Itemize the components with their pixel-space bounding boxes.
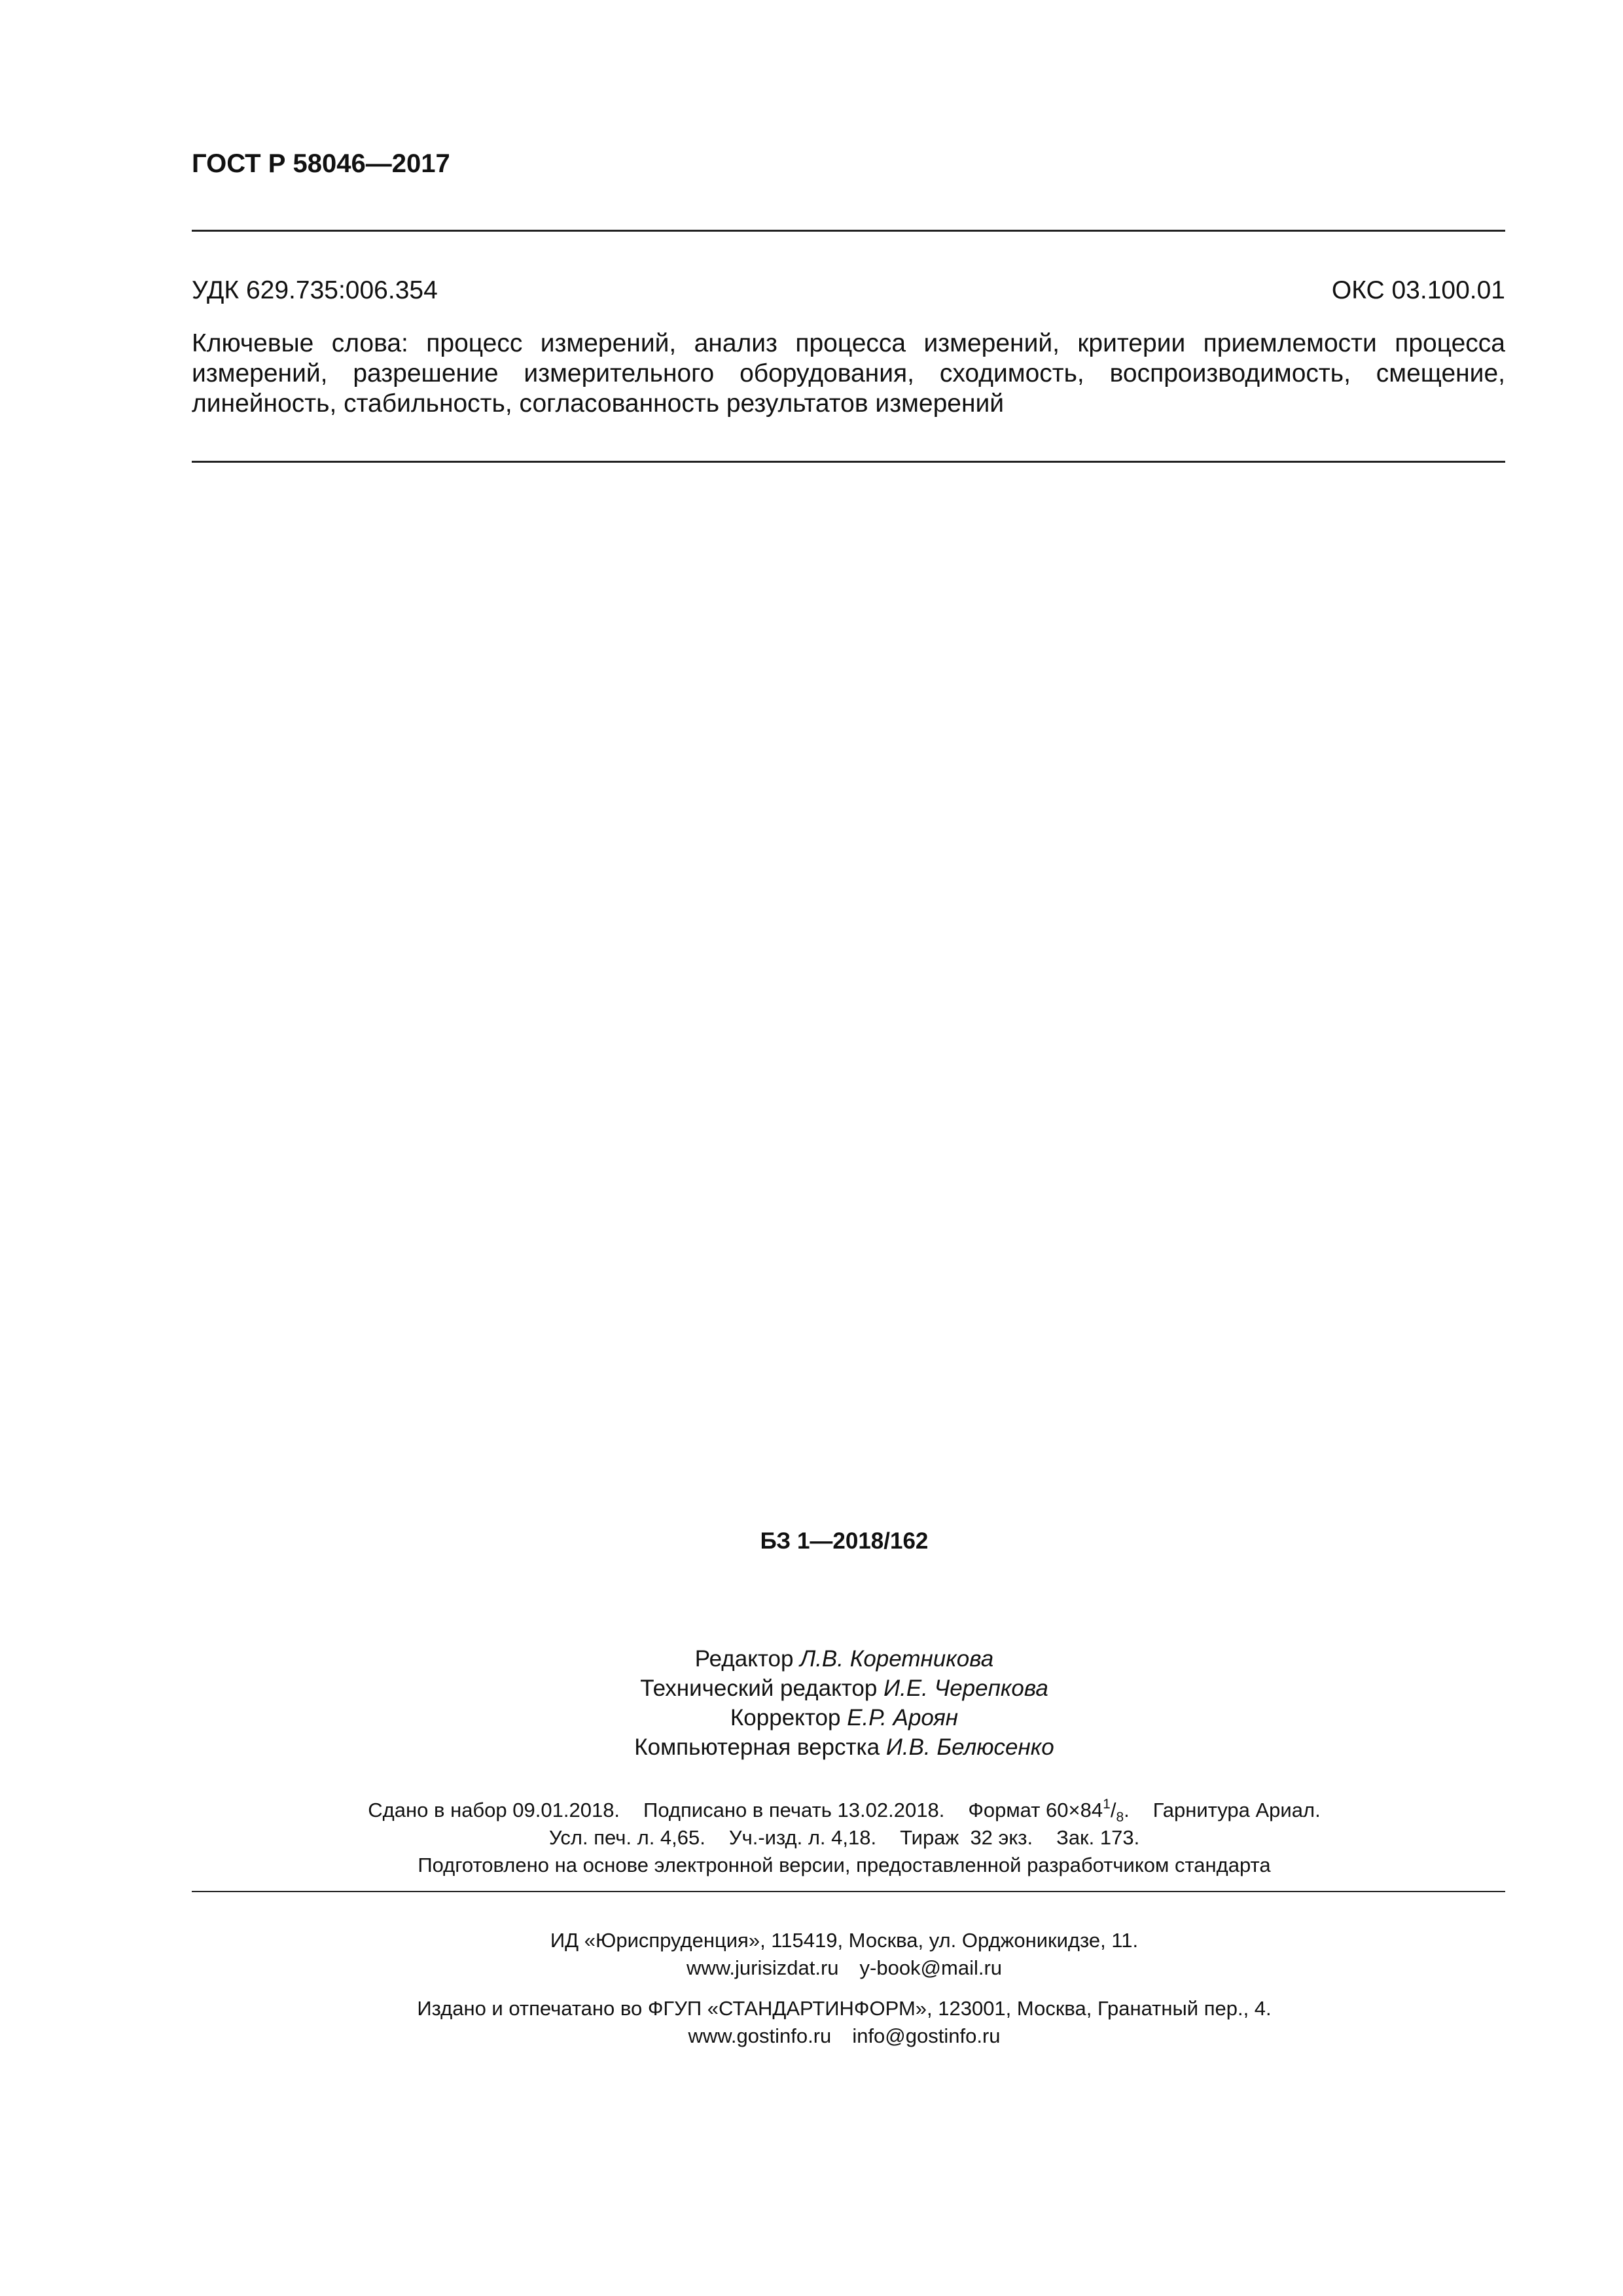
publisher-site-link: www.jurisizdat.ru — [686, 1956, 839, 1979]
oks-code: ОКС 03.100.01 — [1331, 276, 1505, 304]
credits-block — [0, 1644, 1623, 1762]
imprint-typeface: Гарнитура Ариал. — [1152, 1799, 1321, 1821]
imprint-line-1 — [0, 1797, 1623, 1824]
credit-name: Е.Р. Ароян — [847, 1705, 959, 1731]
imprint-divider — [192, 1891, 1505, 1892]
imprint-usl-pech: Усл. печ. л. 4,65. — [548, 1826, 705, 1849]
publisher-contacts — [0, 1954, 1623, 1982]
bz-number: БЗ 1—2018/162 — [760, 1528, 929, 1554]
printer-block — [0, 1995, 1623, 2050]
credit-proofreader — [0, 1703, 1623, 1732]
imprint-uch-izd: Уч.-изд. л. 4,18. — [728, 1826, 877, 1849]
publisher-address: ИД «Юриспруденция», 115419, Москва, ул. Орджоникидзе, 11. — [550, 1929, 1139, 1952]
credit-editor — [0, 1644, 1623, 1674]
printer-site-link: www.gostinfo.ru — [688, 2024, 832, 2047]
printer-contacts — [0, 2022, 1623, 2050]
imprint-block — [0, 1797, 1623, 1879]
imprint-signed: Подписано в печать 13.02.2018. — [643, 1799, 945, 1821]
printer-address: Издано и отпечатано во ФГУП «СТАНДАРТИНФОРМ», 123001, Москва, Гранатный пер., 4. — [417, 1997, 1272, 2020]
top-divider — [192, 230, 1505, 232]
keywords-divider — [192, 461, 1505, 463]
udk-code: УДК 629.735:006.354 — [192, 276, 438, 304]
credit-layout — [0, 1732, 1623, 1762]
credit-role: Технический редактор — [640, 1676, 878, 1701]
imprint-format: Формат $60\times 84^1/_8$. — [968, 1796, 1130, 1825]
printer-email: info@gostinfo.ru — [852, 2024, 1001, 2047]
imprint-submitted: Сдано в набор 09.01.2018. — [368, 1799, 620, 1821]
publisher-block — [0, 1927, 1623, 1982]
keywords-paragraph: Ключевые слова: процесс измерений, анализ процесса измерений, критерии приемлемости процесса измерений, разрешение измерительного оборудования, сходимость, воспроизводимость, смещение, линейность, стабильность, согласованность результатов измерений — [192, 329, 1505, 418]
credit-tech-editor — [0, 1674, 1623, 1703]
publisher-email: y-book@mail.ru — [859, 1956, 1003, 1979]
document-code: ГОСТ Р 58046—2017 — [192, 149, 450, 178]
credit-role: Корректор — [730, 1705, 841, 1731]
credit-name: И.Е. Черепкова — [883, 1676, 1048, 1701]
imprint-prepared: Подготовлено на основе электронной версии, предоставленной разработчиком стандарта — [418, 1854, 1271, 1876]
credit-role: Компьютерная верстка — [634, 1734, 880, 1760]
credit-name: Л.В. Коретникова — [800, 1646, 994, 1672]
imprint-line-2 — [0, 1824, 1623, 1852]
credit-role: Редактор — [694, 1646, 794, 1672]
credit-name: И.В. Белюсенко — [885, 1734, 1054, 1760]
imprint-tirazh: Тираж 32 экз. — [900, 1826, 1033, 1849]
imprint-zak: Зак. 173. — [1056, 1826, 1140, 1849]
